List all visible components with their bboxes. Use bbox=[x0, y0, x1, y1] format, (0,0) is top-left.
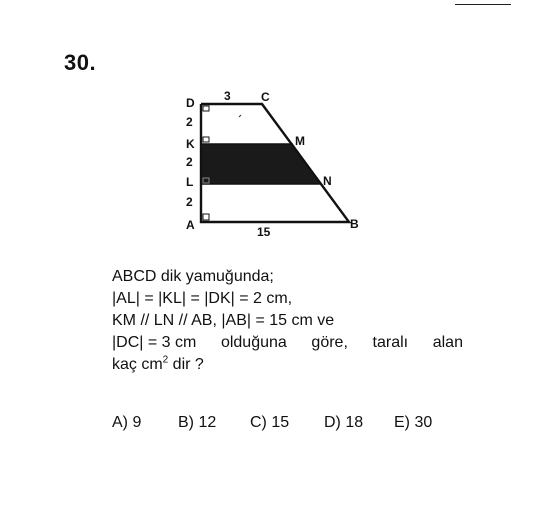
label-dk-length: 2 bbox=[186, 115, 193, 129]
choice-d[interactable]: D) 18 bbox=[324, 414, 364, 431]
choice-e[interactable]: E) 30 bbox=[394, 414, 433, 431]
line4-part: |DC| = 3 cm bbox=[112, 334, 197, 351]
label-dc-length: 3 bbox=[224, 89, 231, 103]
question-line: KM // LN // AB, |AB| = 15 cm ve bbox=[112, 312, 335, 329]
squared-superscript: 2 bbox=[162, 354, 169, 366]
label-a: A bbox=[186, 218, 195, 232]
question-line: |AL| = |KL| = |DK| = 2 cm, bbox=[112, 290, 293, 307]
line4-part: taralı bbox=[372, 334, 409, 351]
question-line bbox=[112, 354, 492, 376]
label-l: L bbox=[186, 175, 194, 189]
label-n: N bbox=[323, 174, 332, 188]
label-ab-length: 15 bbox=[257, 225, 271, 239]
line5-pre: kaç cm bbox=[112, 356, 163, 373]
answer-choices bbox=[112, 414, 454, 432]
question-number: 30. bbox=[64, 50, 97, 75]
question-line: ABCD dik yamuğunda; bbox=[112, 268, 274, 285]
shaded-region bbox=[201, 144, 322, 184]
label-kl-length: 2 bbox=[186, 155, 193, 169]
choice-c[interactable]: C) 15 bbox=[250, 414, 290, 431]
line4-part: göre, bbox=[311, 334, 348, 351]
choice-a[interactable]: A) 9 bbox=[112, 414, 142, 431]
line5-post: dir ? bbox=[168, 356, 204, 373]
question-text bbox=[112, 266, 492, 376]
right-angle-mark-a bbox=[203, 214, 209, 220]
label-m: M bbox=[295, 134, 305, 148]
label-k: K bbox=[186, 137, 195, 151]
label-b: B bbox=[350, 217, 359, 231]
choice-b[interactable]: B) 12 bbox=[178, 414, 217, 431]
label-d: D bbox=[186, 96, 195, 110]
question-line bbox=[112, 332, 463, 354]
label-c: C bbox=[261, 90, 270, 104]
right-angle-mark-k bbox=[203, 137, 209, 142]
speck-mark bbox=[239, 115, 241, 117]
label-la-length: 2 bbox=[186, 195, 193, 209]
line4-part: alan bbox=[432, 334, 463, 351]
line4-part: olduğuna bbox=[220, 334, 287, 351]
right-angle-mark-d bbox=[203, 106, 209, 111]
